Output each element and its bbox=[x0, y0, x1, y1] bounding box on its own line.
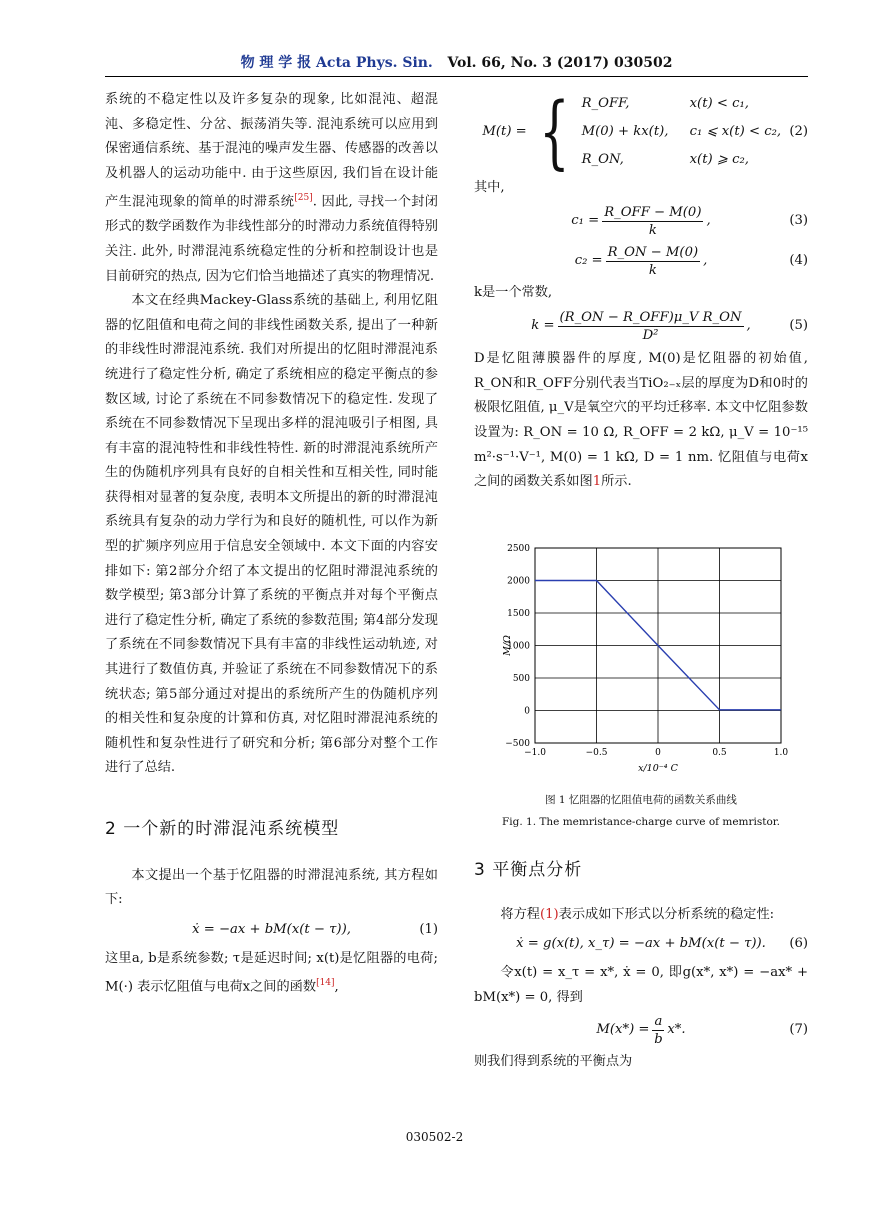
case-value: R_ON, bbox=[581, 152, 624, 167]
paragraph-qizhong: 其中, bbox=[474, 180, 505, 195]
case-value: R_OFF, bbox=[581, 96, 630, 111]
case-condition: x(t) < c₁, bbox=[689, 96, 749, 111]
page-number: 030502-2 bbox=[405, 1130, 464, 1144]
case-condition: c₁ ⩽ x(t) < c₂, bbox=[689, 124, 782, 139]
section-heading-3: 3 平衡点分析 bbox=[474, 860, 583, 880]
section-heading-2: 2 一个新的时滞混沌系统模型 bbox=[105, 819, 340, 840]
memristance-chart bbox=[500, 540, 800, 780]
equation-1: ẋ = −ax + bM(x(t − τ)), (1) bbox=[192, 921, 438, 937]
x-axis-label: x/10⁻⁴ C bbox=[638, 763, 678, 774]
paragraph-k: k是一个常数, bbox=[474, 284, 553, 300]
journal-name: 物 理 学 报 Acta Phys. Sin. bbox=[240, 55, 433, 71]
x-tick-label: 0 bbox=[655, 748, 661, 758]
y-axis-label: M/Ω bbox=[502, 635, 513, 656]
running-header bbox=[105, 52, 808, 76]
header-rule bbox=[105, 76, 808, 77]
y-tick-label: 1500 bbox=[507, 609, 530, 619]
volume-info: Vol. 66, No. 3 (2017) 030502 bbox=[447, 55, 673, 71]
equation-3: c₁ = $\frac{\text{R\_OFF − M(0)}}{k}$ , (3) bbox=[571, 205, 808, 239]
equation-2: M(t) = { R_OFF, x(t) < c₁, M(0) + kx(t), c₁ ⩽ x(t) < c₂, R_ON, x(t) ⩾ c₂, (2) bbox=[482, 85, 808, 178]
equation-link[interactable]: (1) bbox=[539, 906, 559, 922]
figure-caption-cn: 图 1 忆阻器的忆阻值电荷的函数关系曲线 bbox=[545, 794, 737, 806]
left-column bbox=[105, 88, 438, 1000]
y-tick-label: 1000 bbox=[507, 641, 530, 652]
equation-7: M(x*) = $\frac{a}{b}$ x*. (7) bbox=[596, 1013, 808, 1047]
paragraph-1: 系统的不稳定性以及许多复杂的现象, 比如混沌、超混沌、多稳定性、分岔、振荡消失等. 混沌系统可以应用到保密通信系统、基于混沌的噪声发生器、传感器的改善以及机器人的运动功能中. 由于这些原因, 我们旨在设计能产生混沌现象的简单的时滞系统[25]. 因此, 寻找一个封闭形式的数学函数作为非线性部分的时滞动力系统值得特别关注. 此外, 时滞混沌系统稳定性的分析和控制设计也是目前研究的热点, 因为它们恰当地描述了真实的物理情况. bbox=[105, 92, 438, 284]
figure-caption-en: Fig. 1. The memristance-charge curve of memristor. bbox=[501, 816, 780, 828]
equation-6: ẋ = g(x(t), x_τ) = −ax + bM(x(t − τ)). (6) bbox=[516, 935, 808, 951]
y-tick-label: 2000 bbox=[507, 576, 530, 587]
x-tick-label: 0.5 bbox=[712, 748, 727, 758]
paragraph-8: 则我们得到系统的平衡点为 bbox=[474, 1054, 633, 1070]
equation-5: k = $\frac{\text{(R\_ON − R\_OFF)μ\_V R\_ON}}{\text{D²}}$ , (5) bbox=[531, 309, 808, 343]
y-tick-label: −500 bbox=[505, 739, 530, 749]
case-value: M(0) + kx(t), bbox=[581, 124, 669, 139]
paragraph-6: 将方程(1)表示成如下形式以分析系统的稳定性: bbox=[500, 906, 775, 922]
paragraph-4: 这里a, b是系统参数; τ是延迟时间; x(t)是忆阻器的电荷; M(·) 表示忆阻值与电荷x之间的函数[14], bbox=[105, 950, 438, 995]
x-tick-label: −1.0 bbox=[524, 748, 546, 758]
citation-link[interactable]: [14] bbox=[316, 978, 335, 989]
x-tick-label: −0.5 bbox=[585, 748, 608, 758]
paragraph-7: 令x(t) = x_τ = x*, ẋ = 0, 即g(x*, x*) = −ax* + bM(x*) = 0, 得到 bbox=[474, 965, 808, 1005]
paragraph-5: D是忆阻薄膜器件的厚度, M(0)是忆阻器的初始值, R_ON和R_OFF分别代表当TiO₂₋ₓ层的厚度为D和0时的极限忆阻值, μ_V是氧空穴的平均迁移率. 本文中忆阻参数设置为: R_ON = 10 Ω, R_OFF = 2 kΩ, μ_V = 10⁻¹⁵ m²·s⁻¹·V⁻¹, M(0) = 1 kΩ, D = 1 nm. 忆阻值与电荷x之间的函数关系如图1所示. bbox=[474, 351, 808, 490]
citation-link[interactable]: [25] bbox=[294, 193, 313, 204]
right-column-lower bbox=[474, 858, 808, 1075]
paragraph-3: 本文提出一个基于忆阻器的时滞混沌系统, 其方程如下: bbox=[105, 867, 438, 908]
case-condition: x(t) ⩾ c₂, bbox=[689, 152, 749, 167]
y-tick-label: 500 bbox=[512, 674, 530, 684]
figure-link[interactable]: 1 bbox=[592, 474, 602, 490]
y-tick-label: 2500 bbox=[507, 544, 530, 554]
figure-1 bbox=[500, 540, 800, 780]
right-column bbox=[474, 85, 808, 495]
equation-4: c₂ = $\frac{R\_ON - M(0)}{k}$ , (4) bbox=[574, 245, 808, 279]
y-tick-label: 0 bbox=[524, 706, 530, 717]
x-tick-label: 1.0 bbox=[773, 748, 789, 758]
paragraph-2: 本文在经典Mackey-Glass系统的基础上, 利用忆阻器的忆阻值和电荷之间的非线性函数关系, 提出了一种新的非线性时滞混沌系统. 我们对所提出的忆阻时滞混沌系统进行了稳定性分析, 确定了系统相应的稳定平衡点的参数区域, 讨论了系统在不同参数情况下的稳定性. 发现了系统在不同参数情况下呈现出多样的混沌吸引子相图, 具有丰富的混沌特性和非线性特性. 新的时滞混沌系统所产生的伪随机序列具有良好的自相关性和互相关性, 同时能获得相对显著的复杂度, 表明本文所提出的新的时滞混沌系统具有复杂的动力学行为和良好的随机性, 可以作为新型的扩频序列应用于信息安全领域中. 本文下面的内容安排如下: 第2部分介绍了本文提出的忆阻时滞混沌系统的数学模型; 第3部分计算了系统的平衡点并对每个平衡点进行了稳定性分析, 确定了系统的参数范围; 第4部分发现了系统在不同参数情况下具有丰富的非线性运动轨迹, 对其进行了数值仿真, 并验证了系统在不同参数情况下的系统状态; 第5部分通过对提出的系统所产生的伪随机序列的相关性和复杂度的计算和仿真, 对忆阻时滞混沌系统的随机性和复杂性进行了研究和分析; 第6部分对整个工作进行了总结. bbox=[105, 293, 438, 776]
